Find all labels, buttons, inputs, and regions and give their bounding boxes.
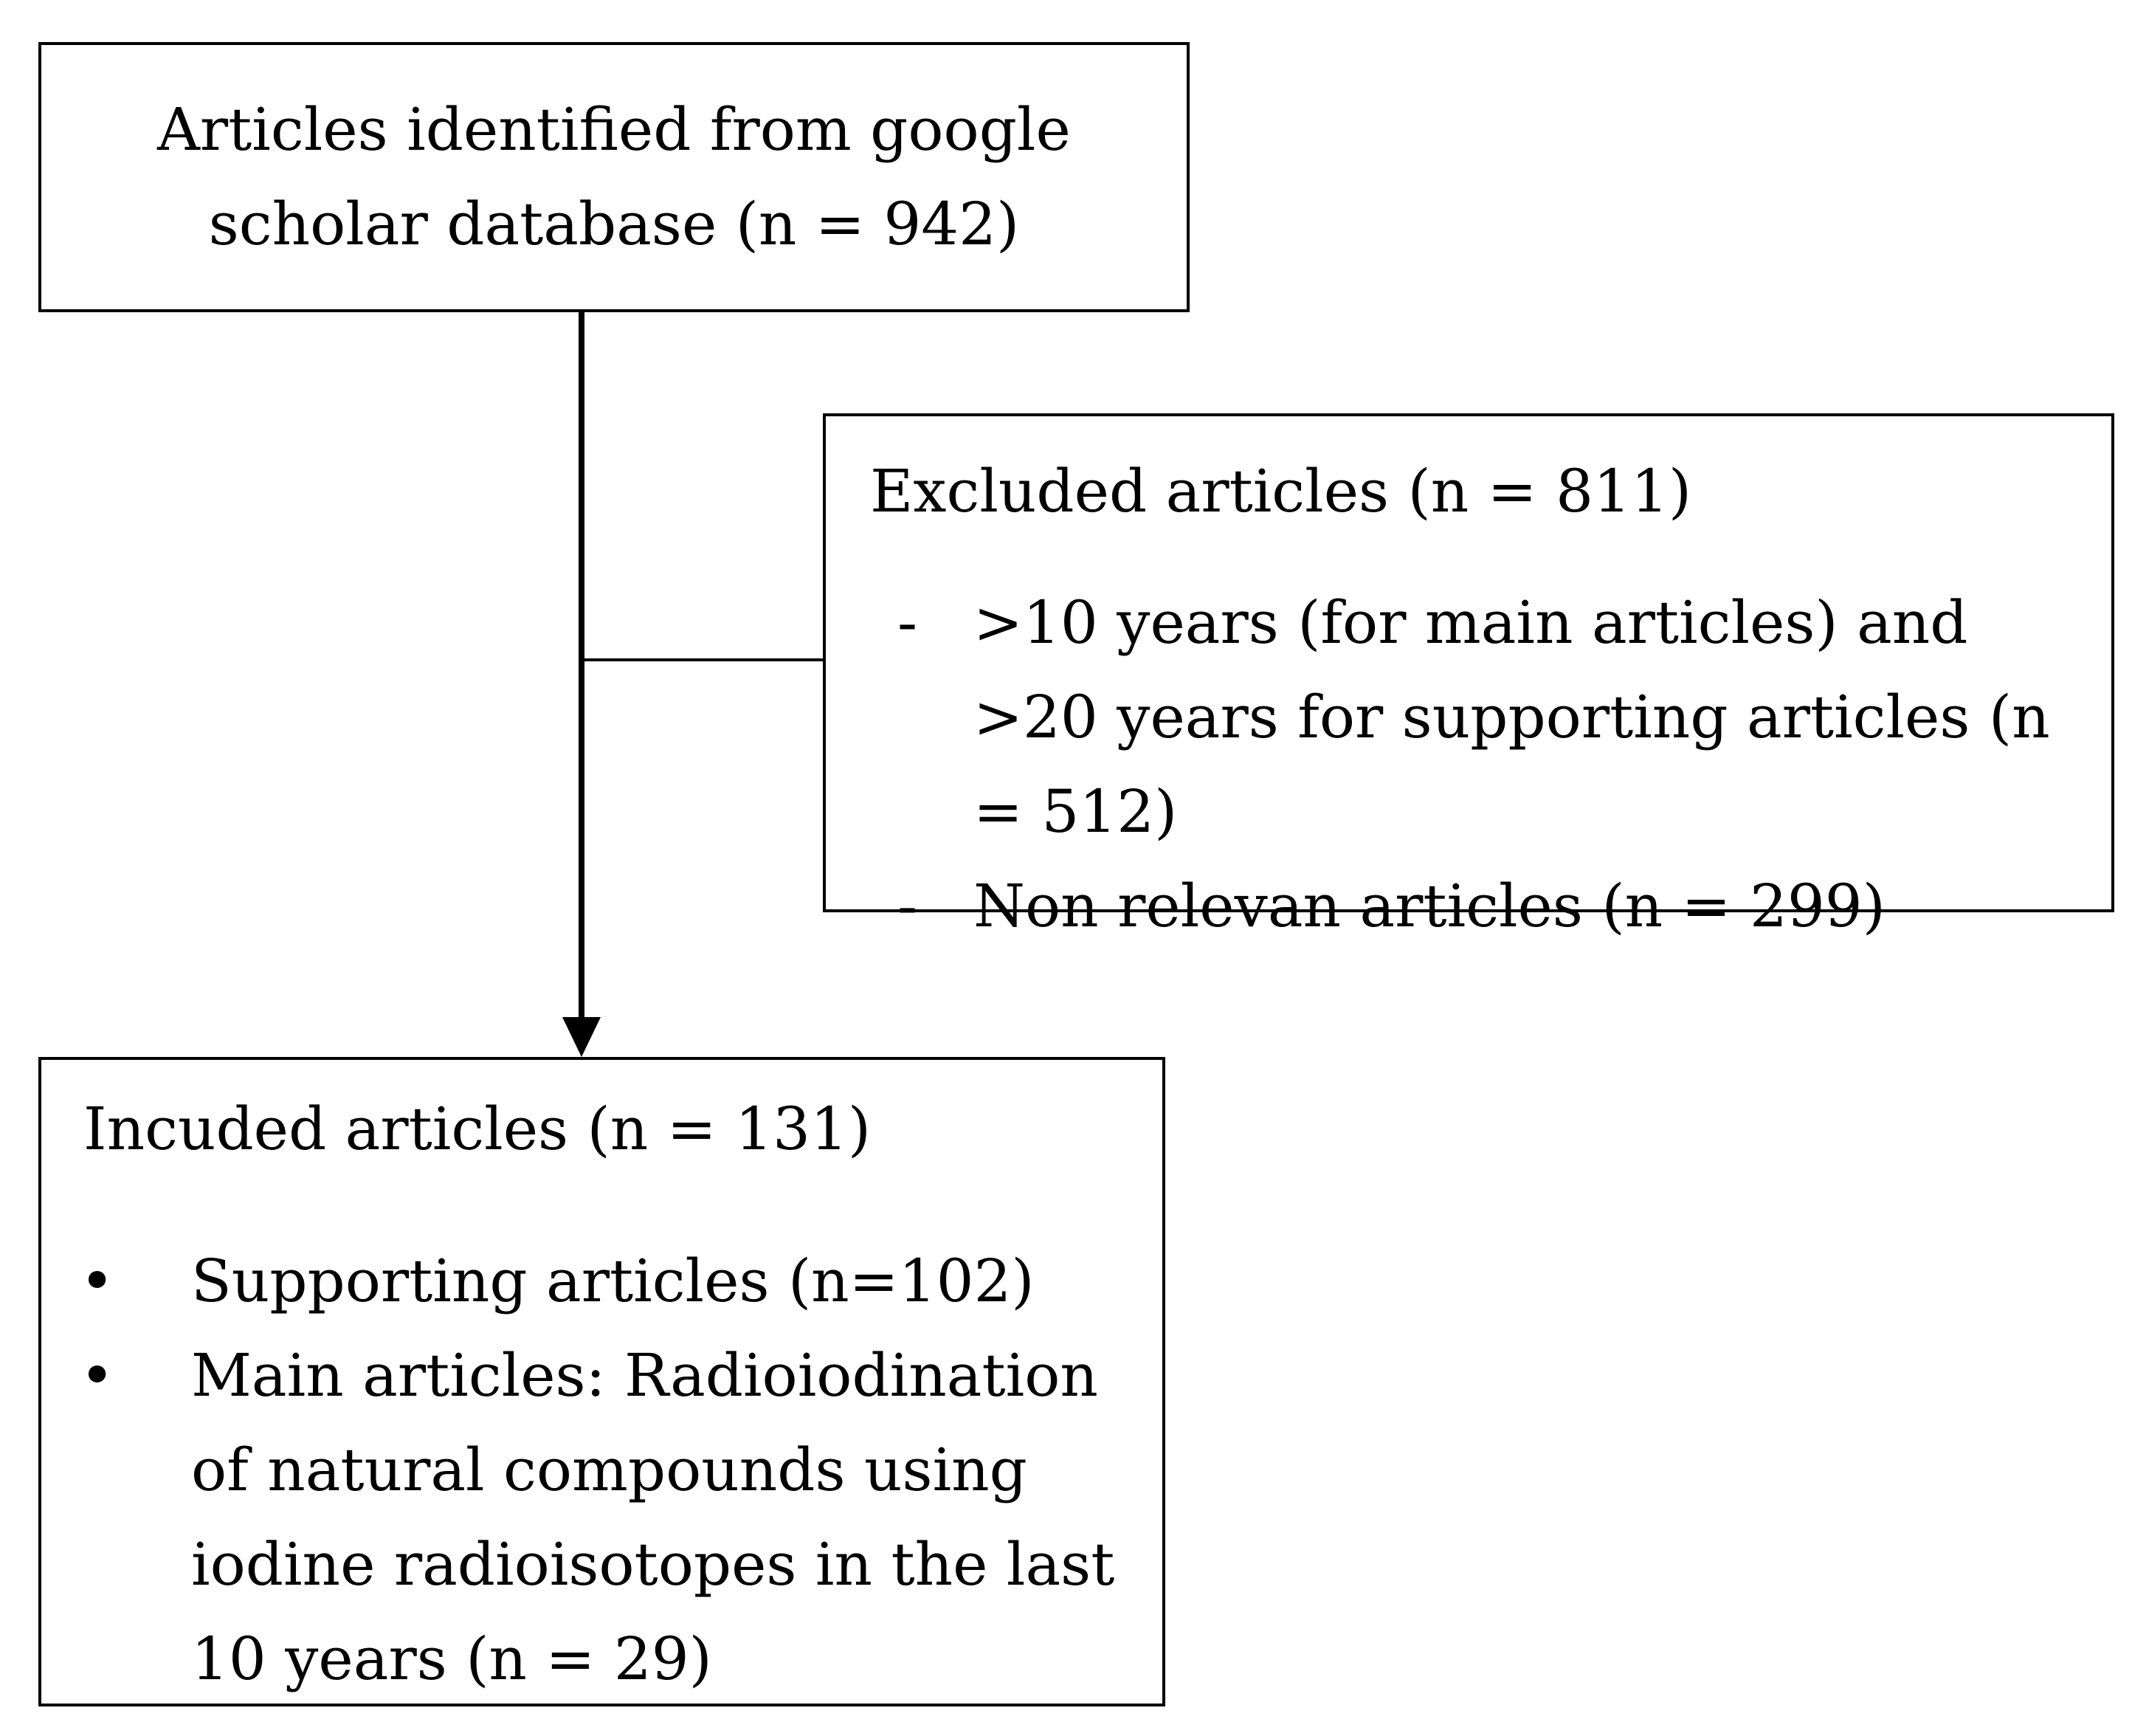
excluded-articles-list <box>826 576 2095 954</box>
identified-articles-text: Articles identified from google scholar database (n = 942) <box>157 95 1071 258</box>
excluded-reason-text: Non relevan articles (n = 299) <box>973 872 1886 940</box>
included-category-text: Supporting articles (n=102) <box>191 1247 1035 1315</box>
excluded-reason-text: >10 years (for main articles) and >20 years for supporting articles (n = 512) <box>973 588 2050 846</box>
dash-marker: - <box>897 588 918 657</box>
included-articles-list <box>41 1234 1148 1706</box>
identified-articles-box <box>38 42 1190 312</box>
included-articles-box <box>38 1057 1165 1706</box>
list-item <box>826 859 2095 954</box>
list-item <box>41 1329 1148 1706</box>
bullet-marker: • <box>80 1341 115 1410</box>
list-item <box>41 1234 1148 1329</box>
included-articles-heading: Incuded articles (n = 131) <box>83 1095 872 1163</box>
excluded-articles-box <box>823 413 2114 940</box>
dash-marker: - <box>897 872 918 940</box>
excluded-articles-heading: Excluded articles (n = 811) <box>870 457 1692 526</box>
included-category-text: Main articles: Radioiodination of natural compounds using iodine radioisotopes in the last 10 years (n = 29) <box>191 1341 1115 1693</box>
bullet-marker: • <box>80 1247 115 1315</box>
main-flow-arrowhead <box>562 1017 601 1057</box>
list-item <box>826 576 2095 859</box>
